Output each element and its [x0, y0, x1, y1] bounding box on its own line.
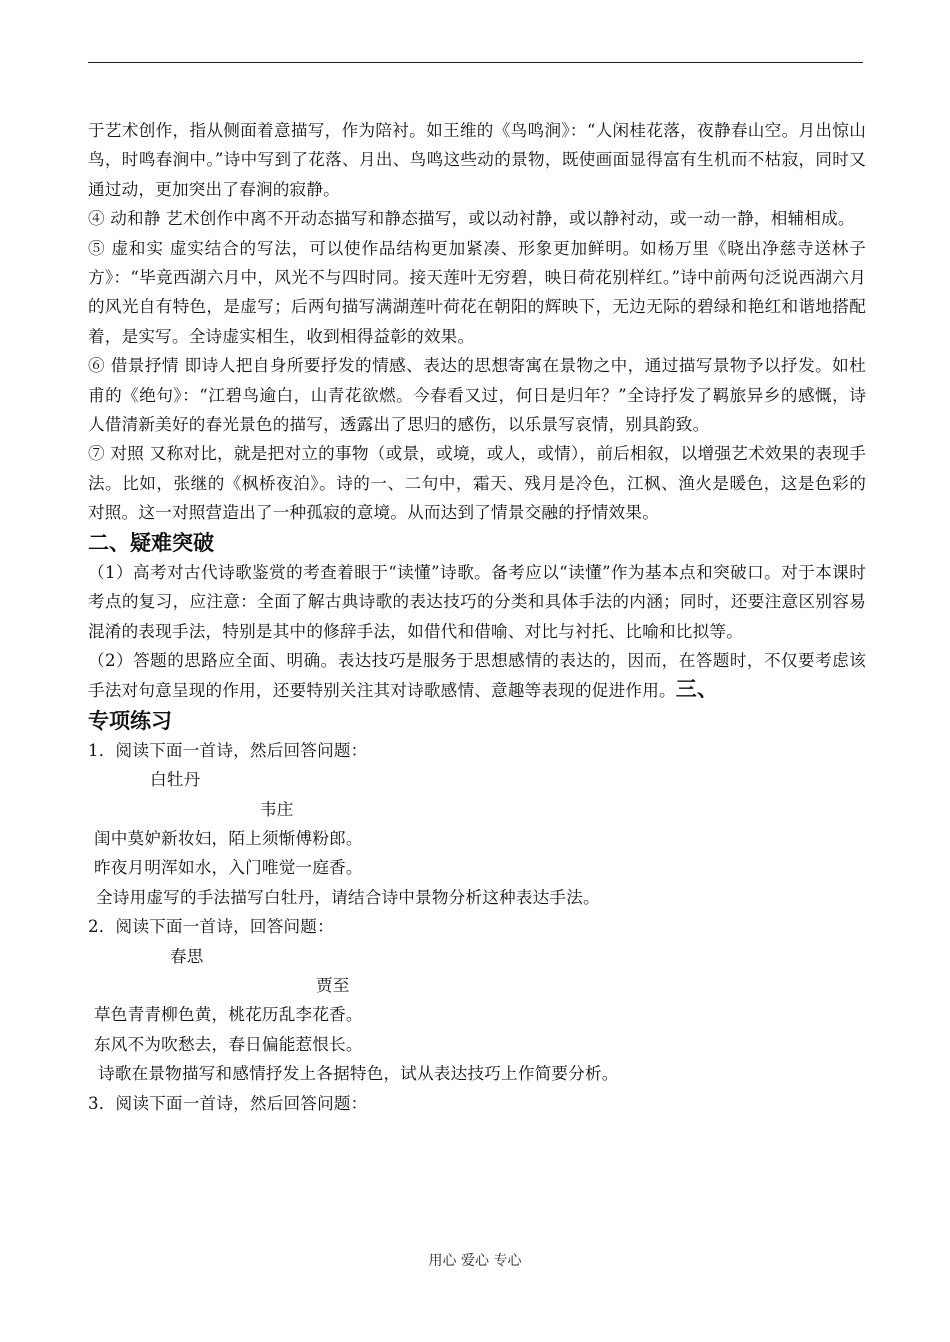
document-body: [88, 116, 866, 1118]
paragraph-contrast: ⑦ 对照 又称对比，就是把对立的事物（或景，或境，或人，或情），前后相叙，以增强艺术效果的表现手法。比如，张继的《枫桥夜泊》。诗的一、二句中，霜天、残月是冷色，江枫、渔火是暖色，这是色彩的对照。这一对照营造出了一种孤寂的意境。从而达到了情景交融的抒情效果。: [88, 444, 866, 523]
paragraph-contrast-intro: 于艺术创作，指从侧面着意描写，作为陪衬。如王维的《鸟鸣涧》：“人闲桂花落，夜静春山空。月出惊山鸟，时鸣春涧中。”诗中写到了花落、月出、鸟鸣这些动的景物，既使画面显得富有生机而不枯寂，同时又通过动，更加突出了春涧的寂静。: [88, 121, 866, 199]
exercise-1-poem-line: 闺中莫妒新妆妇，陌上须惭傅粉郎。: [94, 828, 363, 848]
exercise-1-question: 1．阅读下面一首诗，然后回答问题：: [88, 740, 368, 760]
paragraph-difficulty-2: [88, 646, 866, 706]
exercise-1-poem-author: 韦庄: [260, 799, 294, 819]
section-heading-difficulties: 二、疑难突破: [88, 530, 214, 555]
exercise-2-poem-line: 东风不为吹愁去，春日偏能惹恨长。: [94, 1034, 363, 1054]
exercise-2-question: 2．阅读下面一首诗，回答问题：: [88, 917, 334, 937]
paragraph-scene-emotion: ⑥ 借景抒情 即诗人把自身所要抒发的情感、表达的思想寄寓在景物之中，通过描写景物予以抒发。如杜甫的《绝句》：“江碧鸟逾白，山青花欲燃。今春看又过，何日是归年？”全诗抒发了羁旅异乡的感慨，诗人借清新美好的春光景色的描写，透露出了思归的感伤，以乐景写哀情，别具韵致。: [88, 356, 866, 435]
page-footer: 用心 爱心 专心: [428, 1253, 522, 1269]
exercise-2-poem-author: 贾至: [316, 975, 350, 995]
exercise-2-poem-line: 草色青青柳色黄，桃花历乱李花香。: [94, 1005, 363, 1025]
paragraph-virtual-real: ⑤ 虚和实 虚实结合的写法，可以使作品结构更加紧凑、形象更加鲜明。如杨万里《晓出净慈寺送林子方》：“毕竟西湖六月中，风光不与四时同。接天莲叶无穷碧，映日荷花别样红。”诗中前两句泛说西湖六月的风光自有特色，是虚写；后两句描写满湖莲叶荷花在朝阳的辉映下，无边无际的碧绿和艳红和谐地搭配着，是实写。全诗虚实相生，收到相得益彰的效果。: [88, 238, 866, 346]
paragraph-difficulty-2-text: （2）答题的思路应全面、明确。表达技巧是服务于思想感情的表达的，因而，在答题时，不仅要考虑该手法对句意呈现的作用，还要特别关注其对诗歌感情、意趣等表现的促进作用。: [88, 650, 866, 701]
exercise-1-prompt: 全诗用虚写的手法描写白牡丹，请结合诗中景物分析这种表达手法。: [96, 887, 600, 907]
header-rule: [88, 62, 863, 63]
paragraph-motion-stillness: ④ 动和静 艺术创作中离不开动态描写和静态描写，或以动衬静，或以静衬动，或一动一静，相辅相成。: [88, 209, 855, 229]
paragraph-difficulty-1: （1）高考对古代诗歌鉴赏的考查着眼于“读懂”诗歌。备考应以“读懂”作为基本点和突破口。对于本课时考点的复习，应注意：全面了解古典诗歌的表达技巧的分类和具体手法的内涵；同时，还要注意区别容易混淆的表现手法，特别是其中的修辞手法，如借代和借喻、对比与衬托、比喻和比拟等。: [88, 562, 866, 641]
section-heading-number: 三、: [675, 677, 719, 702]
exercise-2-poem-title: 春思: [170, 946, 204, 966]
exercise-2-prompt: 诗歌在景物描写和感情抒发上各据特色，试从表达技巧上作简要分析。: [98, 1064, 619, 1084]
section-heading-exercises: 专项练习: [88, 708, 172, 733]
exercise-1-poem-title: 白牡丹: [150, 770, 201, 790]
exercise-3-question: 3．阅读下面一首诗，然后回答问题：: [88, 1093, 368, 1113]
exercise-1-poem-line: 昨夜月明浑如水，入门唯觉一庭香。: [94, 858, 363, 878]
